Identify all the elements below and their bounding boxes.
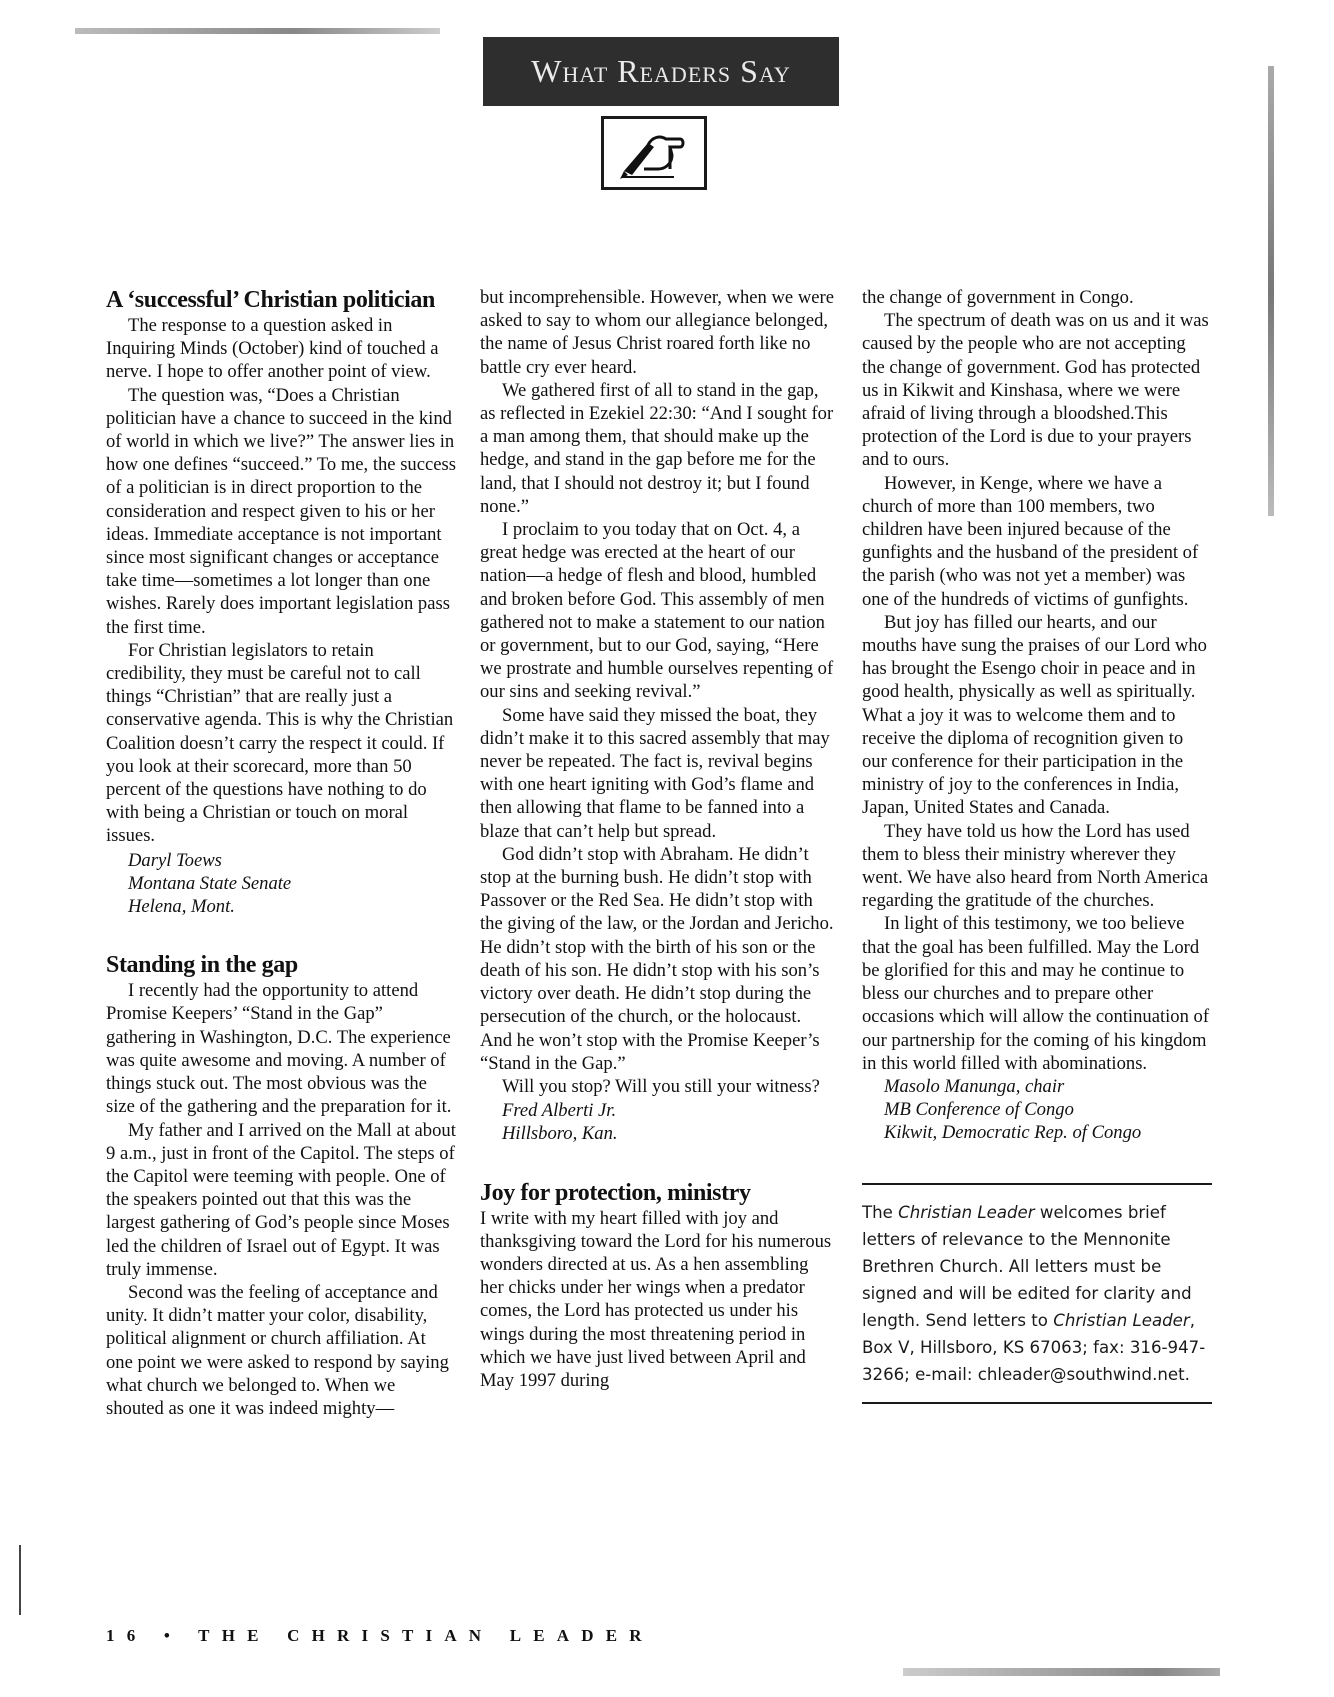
letter-paragraph: They have told us how the Lord has used them to bless their ministry wherever they went. We have also heard from North America regarding the gratitude of the churches. <box>862 820 1209 912</box>
letter-paragraph: However, in Kenge, where we have a church of more than 100 members, two children have been injured because of the gunfights and the husband of the president of the parish (who was not yet a member) was one of the hundreds of victims of gunfights. <box>862 472 1199 610</box>
signature-name: Daryl Toews <box>128 849 222 871</box>
letter-signature <box>862 1075 1212 1145</box>
letter-paragraph: In light of this testimony, we too believe that the goal has been fulfilled. May the Lord be glorified for this and may he continue to bless our churches and to prepare other occasions which will allow the continuation of our partnership for the coming of his kingdom in this world filled with abominations. <box>862 913 1210 1074</box>
letter-signature <box>480 1099 835 1145</box>
letter-paragraph: I recently had the opportunity to attend Promise Keepers’ “Stand in the Gap” gathering in Washington, D.C. The experience was quite awesome and moving. A number of things stuck out. The most obvious was the size of the gathering and the preparation for it. <box>106 980 452 1118</box>
notice-contact: , Box V, Hillsboro, KS 67063; fax: 316-947-3266; e-mail: chleader@southwind.net. <box>862 1310 1206 1384</box>
letter-paragraph: The question was, “Does a Christian politician have a chance to succeed in the kind of world in which we live?” The answer lies in how one defines “succeed.” To me, the success of a politician is in direct proportion to the consideration and respect given to his or her ideas. Immediate acceptance is not important since most significant changes or acceptance take time—sometimes a lot longer than one wishes. Rarely does important legislation pass the first time. <box>106 384 456 638</box>
scan-edge-right <box>1268 66 1274 516</box>
letters-policy-notice <box>862 1185 1212 1402</box>
signature-name: Masolo Manunga, chair <box>884 1075 1065 1097</box>
letter-paragraph: the change of government in Congo. <box>862 287 1134 308</box>
hand-pen-icon <box>614 125 694 181</box>
letter-paragraph: My father and I arrived on the Mall at about 9 a.m., just in front of the Capitol. The steps of the Capitol were teeming with people. One of the speakers pointed out that this was the largest gathering of God’s people since Moses led the children of Israel out of Egypt. It was truly immense. <box>106 1119 456 1280</box>
letter-paragraph: God didn’t stop with Abraham. He didn’t stop at the burning bush. He didn’t stop with Passover or the Red Sea. He didn’t stop with the giving of the law, or the Jordan and Jericho. He didn’t stop with the birth of his son or the death of his son. He didn’t stop with his son’s victory over death. He didn’t stop during the persecution of the church, or the holocaust. And he won’t stop with the Promise Keeper’s “Stand in the Gap.” <box>480 843 834 1074</box>
signature-affiliation: Montana State Senate <box>128 872 292 894</box>
signature-name: Fred Alberti Jr. <box>502 1100 617 1122</box>
letter-paragraph: Will you stop? Will you still your witness? <box>502 1075 820 1097</box>
letter-paragraph: We gathered first of all to stand in the gap, as reflected in Ezekiel 22:30: “And I sought for a man among them, that should make up the hedge, and stand in the gap before me for the land, that I should not destroy it; but I found none.” <box>480 379 834 517</box>
footer-separator: • <box>163 1626 183 1645</box>
letter-paragraph: Some have said they missed the boat, they didn’t make it to this sacred assembly that may never be repeated. The fact is, revival begins with one heart igniting with God’s flame and then allowing that flame to be fanned into a blaze that can’t help but spread. <box>480 704 830 842</box>
notice-body: welcomes brief letters of relevance to the Mennonite Brethren Church. All letters must be signed and will be edited for clarity and length. Send letters to <box>862 1202 1192 1330</box>
section-title: What Readers Say <box>531 53 791 89</box>
signature-affiliation: MB Conference of Congo <box>884 1099 1074 1121</box>
notice-publication-2: Christian Leader <box>1053 1310 1190 1330</box>
letter-paragraph: The spectrum of death was on us and it was caused by the people who are not accepting the change of government. God has protected us in Kikwit and Kinshasa, where we were afraid of living through a bloodshed.This protection of the Lord is due to your prayers and to ours. <box>862 310 1209 471</box>
section-banner <box>483 37 839 106</box>
notice-rule-bottom <box>862 1402 1212 1404</box>
column-2 <box>480 286 835 1392</box>
letter-heading: A ‘successful’ Christian politician <box>106 287 435 313</box>
letter-paragraph: I write with my heart filled with joy and thanksgiving toward the Lord for his numerous wonders directed at us. As a hen assembling her chicks under her wings when a predator comes, the Lord has protected us under his wings during the most threatening period in which we have just lived between April and May 1997 during <box>480 1207 832 1391</box>
signature-location: Kikwit, Democratic Rep. of Congo <box>884 1122 1142 1144</box>
column-1 <box>106 286 456 1420</box>
scan-edge-top <box>75 28 440 34</box>
signature-location: Helena, Mont. <box>128 896 235 918</box>
letter-paragraph: For Christian legislators to retain credibility, they must be careful not to call things “Christian” that are really just a conservative agenda. This is why the Christian Coalition doesn’t carry the respect it could. If you look at their scorecard, more than 50 percent of the questions have nothing to do with being a Christian or touch on moral issues. <box>106 639 454 847</box>
notice-publication: Christian Leader <box>898 1202 1035 1222</box>
column-3 <box>862 286 1212 1404</box>
letter-paragraph: The response to a question asked in Inquiring Minds (October) kind of touched a nerve. I hope to offer another point of view. <box>106 315 439 383</box>
letter-heading: Joy for protection, ministry <box>480 1179 751 1206</box>
magazine-name: THE CHRISTIAN LEADER <box>198 1626 654 1645</box>
scan-edge-left <box>19 1545 21 1615</box>
letter-signature <box>106 849 456 919</box>
letter-paragraph: Second was the feeling of acceptance and unity. It didn’t matter your color, disability, political alignment or church affiliation. At one point we were asked to respond by saying what church we belonged to. When we shouted as one it was indeed mighty— <box>106 1281 449 1419</box>
letter-heading: Standing in the gap <box>106 952 298 979</box>
scan-edge-bottom <box>903 1668 1220 1676</box>
letter-paragraph: But joy has filled our hearts, and our mouths have sung the praises of our Lord who has brought the Esengo choir in peace and in good health, physically as well as spiritually. What a joy it was to welcome them and to receive the diploma of recognition given to our conference for their participation in the ministry of joy to the conferences in India, Japan, United States and Canada. <box>862 611 1207 819</box>
notice-prefix: The <box>862 1202 899 1222</box>
signature-location: Hillsboro, Kan. <box>502 1123 618 1145</box>
letter-paragraph: I proclaim to you today that on Oct. 4, a great hedge was erected at the heart of our nation—a hedge of flesh and blood, humbled and broken before God. This assembly of men gathered not to make a statement to our nation or government, but to our God, saying, “Here we prostrate and humble ourselves repenting of our sins and seeking revival.” <box>480 519 834 703</box>
writing-hand-icon <box>601 116 707 190</box>
page-number: 16 <box>106 1626 148 1645</box>
page-footer <box>106 1626 654 1646</box>
letter-paragraph: but incomprehensible. However, when we were asked to say to whom our allegiance belonged, the name of Jesus Christ roared forth like no battle cry ever heard. <box>480 287 834 378</box>
